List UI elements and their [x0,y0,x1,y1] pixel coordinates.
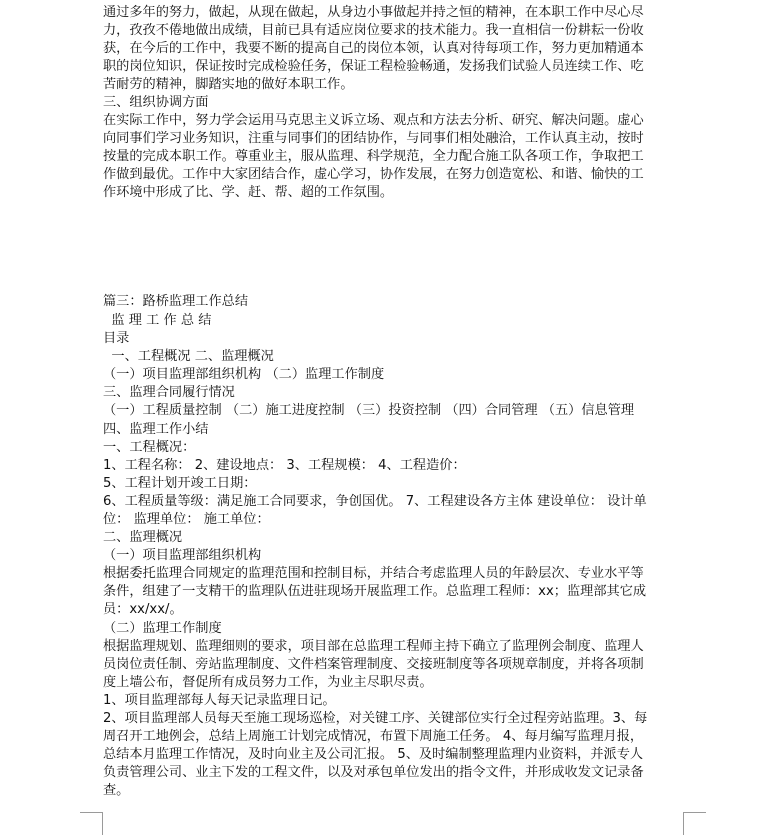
text-line: 力，孜孜不倦地做出成绩，目前已具有适应岗位要求的技术能力。我一直相信一份耕耘一份收 [103,23,644,38]
toc-item: 三、监理合同履行情况 [103,385,235,400]
text-line: 6、工程质量等级：满足施工合同要求，争创国优。 7、工程建设各方主体 建设单位： 设计单 [103,494,647,509]
text-line: 作做到最优。工作中大家团结合作，虚心学习，协作发展，在努力创造宽松、和谐、愉快的工 [103,167,644,182]
section-heading: 二、监理概况 [103,530,183,545]
toc-item: 一、工程概况 二、监理概况 [103,349,274,364]
subsection-heading: （一）项目监理部组织机构 [103,548,262,563]
text-line: 在实际工作中，努力学会运用马克思主义诉立场、观点和方法去分析、研究、解决问题。虚心 [103,113,644,128]
toc-item: （一）工程质量控制 （二）施工进度控制 （三）投资控制 （四）合同管理 （五）信息管理 [103,403,635,418]
text-line: 向同事们学习业务知识，注重与同事们的团结协作，与同事们相处融洽，工作认真主动，按时 [103,131,644,146]
text-line: 条件，组建了一支精干的监理队伍进驻现场开展监理工作。总监理工程师：xx；监理部其它成 [103,584,647,599]
text-line: 员：xx/xx/。 [103,602,183,617]
text-line: 负责管理公司、业主下发的工程文件，以及对承包单位发出的指令文件，并形成收发文记录备 [103,765,644,780]
toc-heading: 目录 [103,331,130,346]
text-line: 根据委托监理合同规定的监理范围和控制目标，并结合考虑监理人员的年龄层次、专业水平等 [103,566,644,581]
text-line: 2、项目监理部人员每天至施工现场巡检，对关键工序、关键部位实行全过程旁站监理。3、每 [103,711,648,726]
section-heading: 一、工程概况： [103,440,196,455]
text-line: 按量的完成本职工作。尊重业主，服从监理、科学规范，全力配合施工队各项工作，争取把工 [103,149,644,164]
chapter-title: 篇三：路桥监理工作总结 [103,294,249,309]
text-line: 获，在今后的工作中，我要不断的提高自己的岗位本领，认真对待每项工作，努力更加精通本 [103,41,644,56]
section-heading: 三、组织协调方面 [103,95,209,110]
text-line: 周召开工地例会，总结上周施工计划完成情况，布置下周施工任务。 4、每月编写监理月报， [103,729,644,744]
toc-item: （一）项目监理部组织机构 （二）监理工作制度 [103,367,385,382]
toc-item: 四、监理工作小结 [103,422,209,437]
subsection-heading: （二）监理工作制度 [103,621,222,636]
text-line: 总结本月监理工作情况，及时向业主及公司汇报。 5、及时编制整理监理内业资料，并派专人 [103,747,644,762]
text-line: 度上墙公布，督促所有成员努力工作，为业主尽职尽责。 [103,675,433,690]
document-title: 监 理 工 作 总 结 [103,313,212,328]
text-line: 苦耐劳的精神，脚踏实地的做好本职工作。 [103,77,354,92]
text-line: 5、工程计划开竣工日期： [103,476,257,491]
text-line: 查。 [103,783,130,798]
text-line: 1、项目监理部每人每天记录监理日记。 [103,693,336,708]
text-line: 根据监理规划、监理细则的要求，项目部在总监理工程师主持下确立了监理例会制度、监理人 [103,639,644,654]
text-line: 位： 监理单位： 施工单位： [103,512,270,527]
text-line: 作环境中形成了比、学、赶、帮、超的工作氛围。 [103,185,394,200]
text-line: 通过多年的努力，做起，从现在做起，从身边小事做起并持之恒的精神，在本职工作中尽心尽 [103,5,644,20]
text-line: 职的岗位知识，保证按时完成检验任务，保证工程检验畅通，发扬我们试验人员连续工作、吃 [103,59,644,74]
text-line: 员岗位责任制、旁站监理制度、文件档案管理制度、交接班制度等各项规章制度，并将各项制 [103,657,644,672]
text-line: 1、工程名称： 2、建设地点： 3、工程规模： 4、工程造价： [103,458,466,473]
